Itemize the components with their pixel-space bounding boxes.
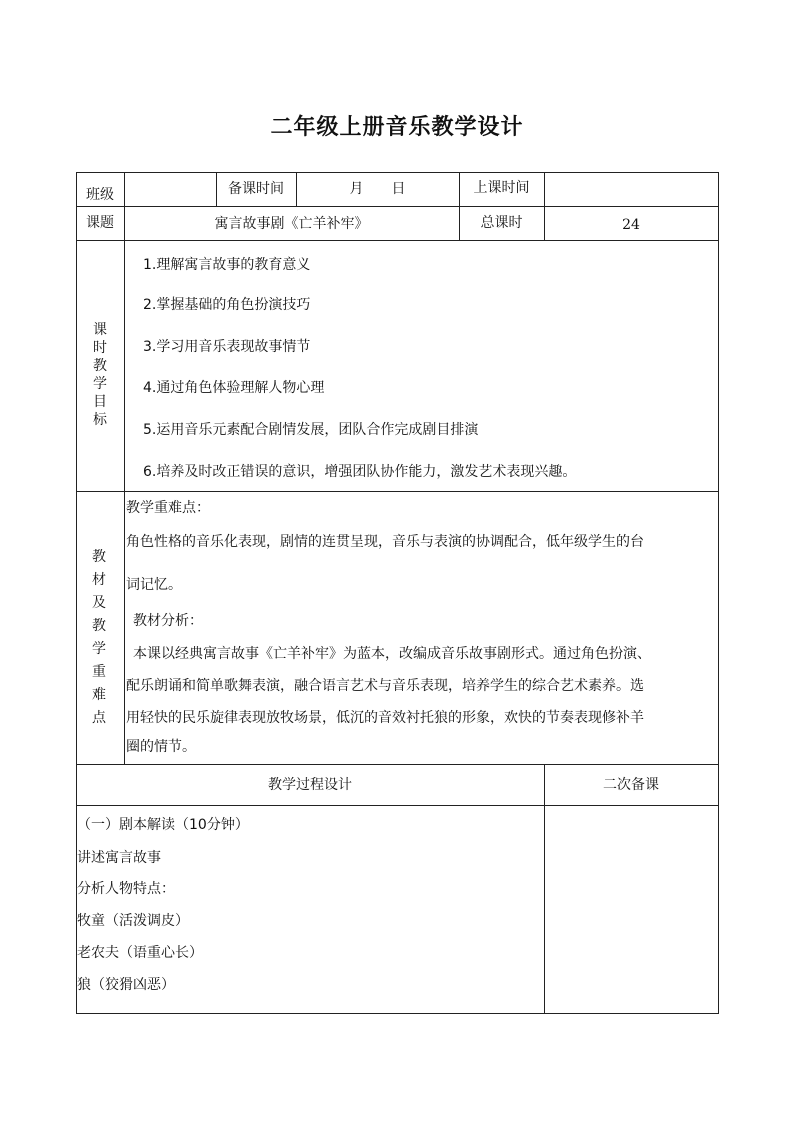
table-border-top xyxy=(76,172,719,173)
analysis-line: 配乐朗诵和简单歌舞表演，融合语言艺术与音乐表现，培养学生的综合艺术素养。选 xyxy=(126,678,644,694)
topic-label: 课题 xyxy=(86,215,114,231)
goal-item: 1.理解寓言故事的教育意义 xyxy=(143,257,311,273)
difficulty-heading: 教学重难点： xyxy=(126,500,210,516)
topic-value: 寓言故事剧《亡羊补牢》 xyxy=(214,216,369,232)
table-border-right xyxy=(718,172,719,1014)
process-line: 分析人物特点： xyxy=(77,881,175,897)
secondary-prep-header: 二次备课 xyxy=(603,777,659,793)
goal-item: 4.通过角色体验理解人物心理 xyxy=(143,380,325,396)
analysis-heading: 教材分析： xyxy=(133,613,203,629)
goal-item: 5.运用音乐元素配合剧情发展，团队合作完成剧目排演 xyxy=(143,422,479,438)
process-line: 老农夫（语重心长） xyxy=(77,945,203,961)
prep-time-label: 备课时间 xyxy=(228,181,284,197)
class-time-label: 上课时间 xyxy=(473,180,530,196)
total-hours-label: 总课时 xyxy=(480,215,523,231)
total-hours-value: 24 xyxy=(622,217,640,233)
document-title: 二年级上册音乐教学设计 xyxy=(270,115,524,140)
table-divider xyxy=(76,764,719,765)
goals-label: 课时教学目标 xyxy=(93,322,107,428)
process-line: 狼（狡猾凶恶） xyxy=(77,977,175,993)
table-divider xyxy=(76,206,719,207)
process-line: 牧童（活泼调皮） xyxy=(77,913,189,929)
materials-label: 教材及教学重难点 xyxy=(92,549,106,726)
goal-item: 6.培养及时改正错误的意识，增强团队协作能力，激发艺术表现兴趣。 xyxy=(143,464,577,480)
analysis-line: 用轻快的民乐旋律表现放牧场景，低沉的音效衬托狼的形象，欢快的节奏表现修补羊 xyxy=(126,710,644,726)
analysis-line: 本课以经典寓言故事《亡羊补牢》为蓝本，改编成音乐故事剧形式。通过角色扮演、 xyxy=(133,646,651,662)
table-divider xyxy=(76,240,719,241)
table-divider xyxy=(544,764,545,1014)
prep-time-value: 月 日 xyxy=(349,181,406,197)
table-divider xyxy=(124,172,125,765)
difficulty-line: 角色性格的音乐化表现，剧情的连贯呈现，音乐与表演的协调配合，低年级学生的台 xyxy=(126,534,644,550)
goal-item: 3.学习用音乐表现故事情节 xyxy=(143,339,311,355)
process-header: 教学过程设计 xyxy=(268,777,352,793)
process-line: 讲述寓言故事 xyxy=(77,850,161,866)
table-divider xyxy=(76,805,719,806)
analysis-line: 圈的情节。 xyxy=(126,739,196,755)
table-divider xyxy=(76,491,719,492)
process-line: （一）剧本解读（10分钟） xyxy=(77,817,249,833)
class-label: 班级 xyxy=(86,187,114,203)
goal-item: 2.掌握基础的角色扮演技巧 xyxy=(143,297,311,313)
difficulty-line: 词记忆。 xyxy=(126,577,182,593)
table-border-bottom xyxy=(76,1013,719,1014)
